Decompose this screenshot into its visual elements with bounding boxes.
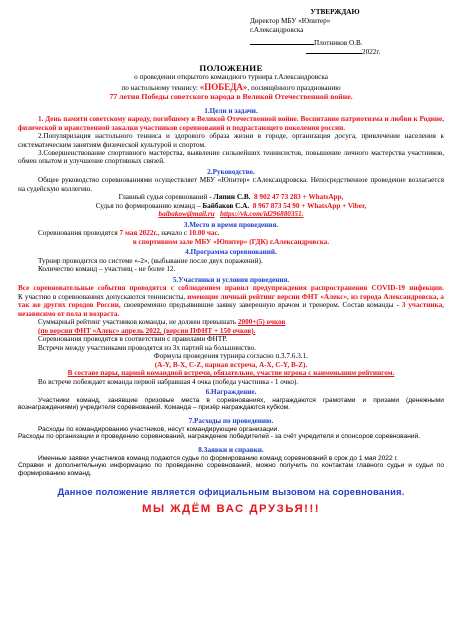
chief-judge-name: Ляпин С.В. (213, 193, 251, 202)
section-8-p1: Именные заявки участников команд подаются судье по формированию команд соревнований в срок до 1 мая 2022 г. (38, 454, 398, 462)
approval-year: 2022г. (362, 48, 381, 57)
section-1-p3: 3.Совершенствование спортивного мастерства, выявление сильнейших теннисистов, повышение личного мастерства участников, обмен опытом и улучшение спортивных связей. (18, 148, 444, 166)
approval-city: г.Александровска (250, 25, 304, 34)
section-3-p1: Соревнования проводятся 7 мая 2022г., начало с 10.00 час. (38, 229, 220, 238)
section-1-title: 1.Цели и задачи. (204, 106, 258, 115)
tournament-name: «ПОБЕДА» (199, 81, 248, 92)
footer-welcome: МЫ ЖДЁМ ВАС ДРУЗЬЯ!!! (141, 502, 321, 515)
document-title: ПОЛОЖЕНИЕ (199, 62, 263, 73)
section-5-p6: Формула проведения турнира согласно п.3.7.6.3.1. (154, 352, 308, 361)
section-3-title: 3.Место и время проведения. (183, 220, 279, 229)
chief-judge-phone: 8 902 47 73 283 + WhatsApp, (254, 193, 344, 202)
approval-position: Директор МБУ «Юпитер» (250, 16, 331, 25)
intro-line-2: по настольному теннису: «ПОБЕДА», посвящённого празднованию (121, 81, 341, 92)
section-4-p2: Количество команд – участниц - не более 12. (38, 265, 176, 274)
contact-links-line (18, 210, 444, 218)
approval-date-line (306, 48, 444, 57)
section-1-p2: 2.Популяризация настольного тенниса и здорового образа жизни в городе, организация досуга, привлечение населения к систематическим занятиям физической культурой и спортом. (18, 132, 444, 149)
chief-judge-line: Главный судья соревнований - Ляпин С.В. 8 902 47 73 283 + WhatsApp, (118, 193, 344, 202)
section-2-p1: Общее руководство соревнованиями осуществляет МБУ «Юпитер» г.Александровска. Непосредственное проведение возлагается на судейскую коллегию. (18, 176, 444, 193)
approval-heading: УТВЕРЖДАЮ (310, 8, 360, 16)
section-5-p3-note: (по версии ФНТ «Алекс» апрель 2022, (версия ПФНТ + 150 очков). (38, 326, 256, 335)
section-5-p9: Во встрече побеждает команда первой набравшая 4 очка (победа участника - 1 очко). (38, 377, 299, 386)
section-7-p2: Расходы по организации и проведению соревнований, награждение победителей - за счёт учредителя и спонсоров соревнований. (18, 433, 421, 441)
team-judge-line: Судья по формированию команд – Байбаков С.А. 8 967 873 54 90 + WhatsApp + Viber, (95, 201, 367, 210)
section-5-p3: Суммарный рейтинг участников команды, не должен превышать 2000+(5) очков (38, 318, 286, 327)
section-5-p1: Все соревновательные события проводятся с соблюдением правил предупреждения распространения COVID-19 инфекции. (18, 284, 444, 293)
section-8-p2: Справки и дополнительную информацию по проведению соревнований, можно получить по контактам главного судьи и судьи по формированию команд. (18, 462, 444, 478)
section-5-p7: (А-Y, В-Х, С-Z, парная встреча, А-Х, С-Y, В-Z). (154, 360, 308, 369)
team-judge-phone: 8 967 873 54 90 + WhatsApp + Viber, (252, 201, 367, 210)
section-1-p1: 1. День памяти советскому народу, погибшему в Великой Отечественной войне. Воспитание патриотизма и любви к Родине, физической и нравственной закалки участников соревнований и подрастающего поколения россии. (18, 115, 444, 132)
footer-official-invitation: Данное положение является официальным вызовом на соревнования. (57, 485, 405, 497)
section-5-p5: Встречи между участниками проводятся из 3х партий на большинство. (38, 343, 257, 352)
approval-signer: Плотников О.В. (314, 39, 363, 48)
section-5-title: 5.Участники и условия проведения. (172, 275, 290, 284)
approval-signature-line (250, 39, 444, 48)
team-judge-name: Байбаков С.А. (202, 201, 250, 210)
section-7-title: 7.Расходы по проведению. (188, 417, 274, 426)
section-8-title: 8.Заявки и справки. (198, 446, 264, 455)
section-6-p1: Участники команд, занявшие призовые места в соревнованиях, награждаются грамотами и призами (денежными вознаграждениями) учредителя соревнований. Команда – призёр награждаются кубком. (18, 396, 444, 412)
section-4-title: 4.Программа соревнований. (185, 248, 277, 257)
section-5-p8: В составе пары, парной командной встречи, обязательно, участие игрока с наименьшим рейтингом. (67, 369, 395, 378)
section-4-p1: Турнир проводится по системе «-2», (выбывание после двух поражений). (38, 256, 263, 265)
intro-line-3: 77 летия Победы советского народа в Великой Отечественной войне. (109, 92, 353, 102)
intro-line-1: о проведении открытого командного турнира г.Александровска (134, 73, 328, 82)
section-7-p1: Расходы по командированию участников, несут командирующие организации. (38, 425, 280, 433)
email-link[interactable]: baibakow@mail.ru (158, 210, 215, 219)
vk-link[interactable]: https://vk.com/id296880351. (220, 210, 304, 219)
section-6-title: 6.Награждение. (205, 388, 257, 397)
section-5-p4: Соревнования проводятся в соответствии с правилами ФНТР. (38, 335, 228, 344)
section-5-p2: К участию в соревнованиях допускаются теннисисты, имеющие личный рейтинг версии ФНТ «Алекс», из города Александровска, а так же других городов России, своевременно предъявившие заявку заверенную врачом и тренером. Состав команды - 3 участника, независимо от пола и возраста. (18, 292, 445, 318)
approval-block (250, 8, 444, 57)
section-3-p2: в спортивном зале МБУ «Юпитер» (ГДК) г.Александровска. (132, 237, 330, 246)
section-2-title: 2.Руководство. (207, 167, 255, 176)
